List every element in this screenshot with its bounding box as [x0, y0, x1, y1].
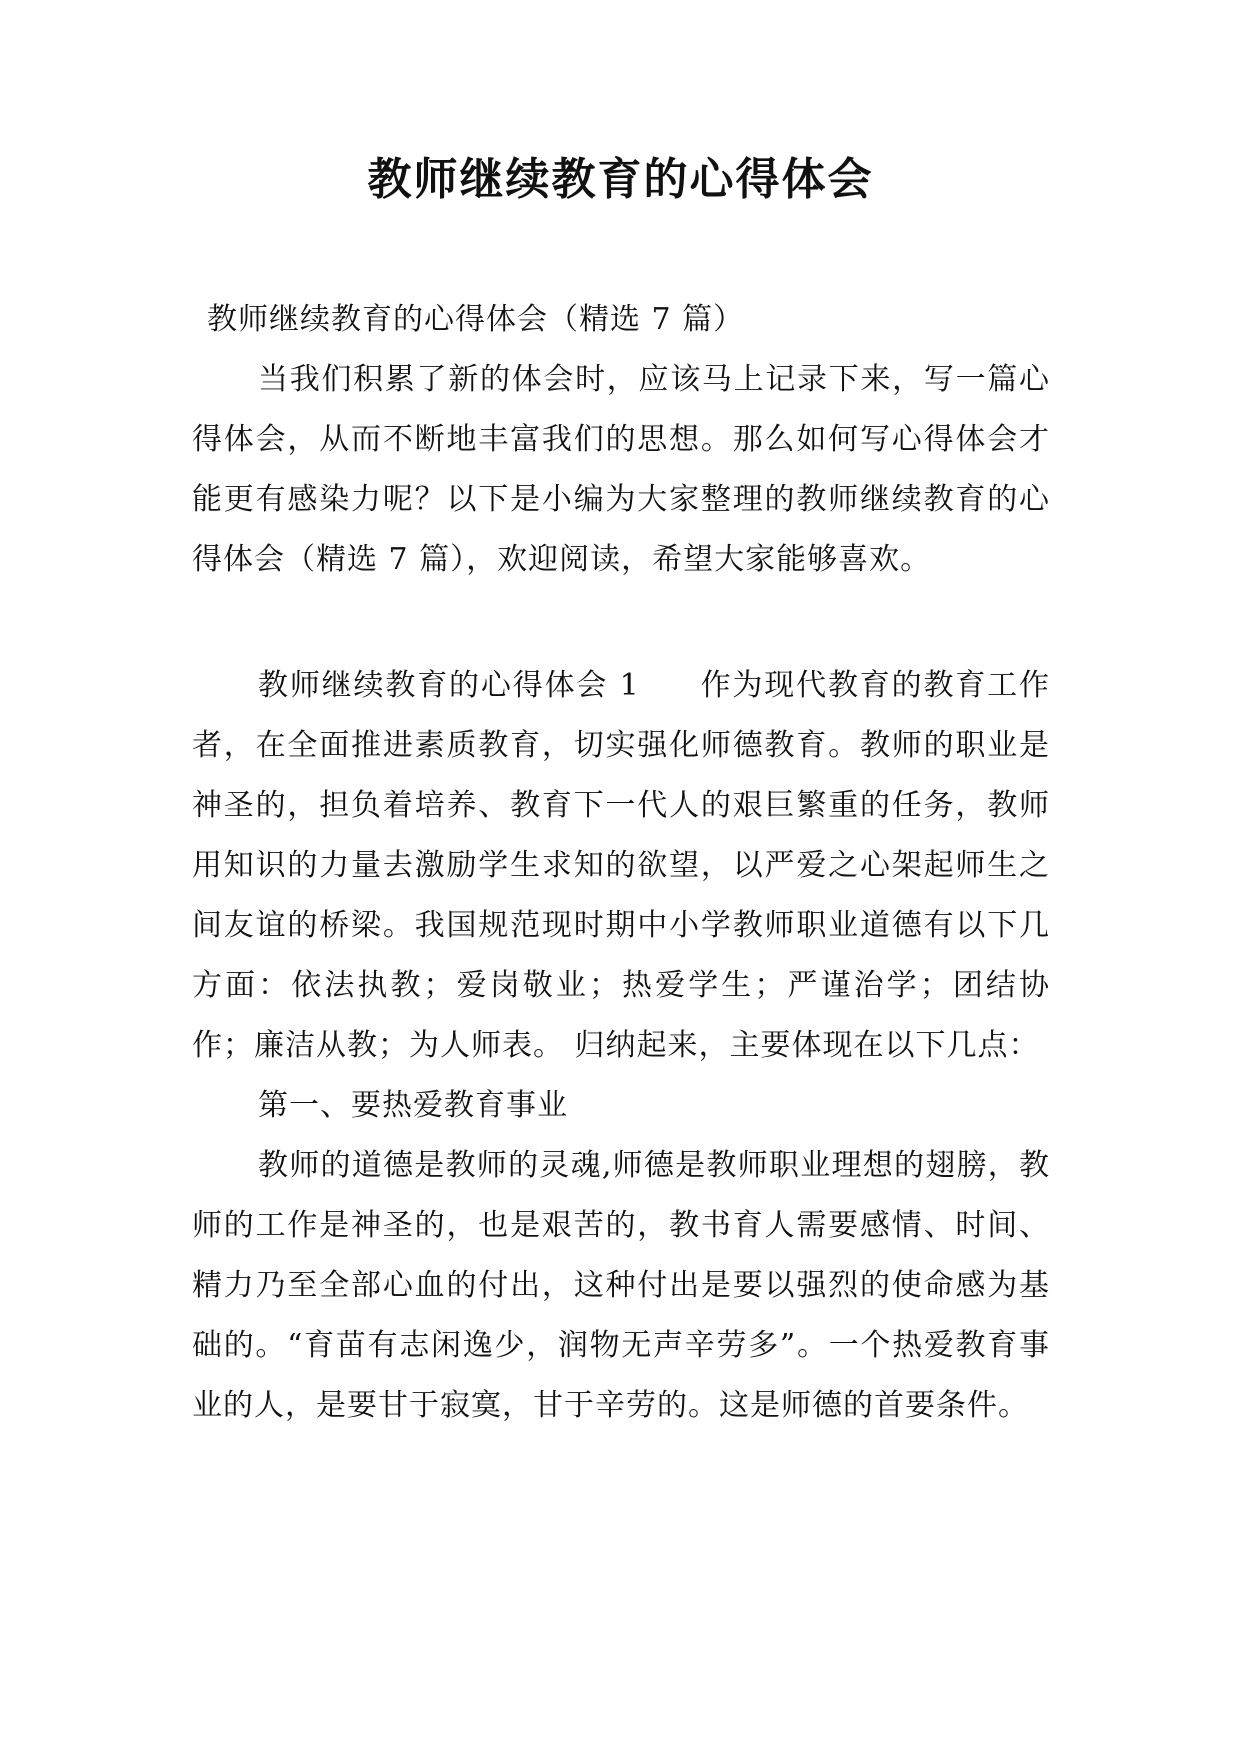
document-body: [192, 290, 1050, 1436]
point-1-heading: 第一、要热爱教育事业: [258, 1088, 568, 1123]
page-title: 教师继续教育的心得体会: [367, 154, 874, 205]
section-1-body: 作为现代教育的教育工作者，在全面推进素质教育，切实强化师德教育。教师的职业是神圣的，担负着培养、教育下一代人的艰巨繁重的任务，教师用知识的力量去激励学生求知的欲望，以严爱之心架起师生之间友谊的桥梁。我国规范现时期中小学教师职业道德有以下几方面：依法执教；爱岗敬业；热爱学生；严谨治学；团结协作；廉洁从教；为人师表。 归纳起来，主要体现在以下几点：: [192, 668, 1051, 1063]
document-subtitle: 教师继续教育的心得体会（精选 7 篇）: [207, 302, 745, 337]
paragraph-spacer: [192, 590, 1050, 656]
point-1-body: 教师的道德是教师的灵魂,师德是教师职业理想的翅膀，教师的工作是神圣的，也是艰苦的，教书育人需要感情、时间、精力乃至全部心血的付出，这种付出是要以强烈的使命感为基础的。“育苗有志闲逸少，润物无声辛劳多”。一个热爱教育事业的人，是要甘于寂寞，甘于辛劳的。这是师德的首要条件。: [192, 1148, 1050, 1423]
section-1-heading: 教师继续教育的心得体会 1: [258, 668, 640, 703]
section-1-paragraph: [192, 656, 1050, 1076]
intro-paragraph: 当我们积累了新的体会时，应该马上记录下来，写一篇心得体会，从而不断地丰富我们的思想。那么如何写心得体会才能更有感染力呢？以下是小编为大家整理的教师继续教育的心得体会（精选 7 篇），欢迎阅读，希望大家能够喜欢。: [192, 362, 1050, 577]
